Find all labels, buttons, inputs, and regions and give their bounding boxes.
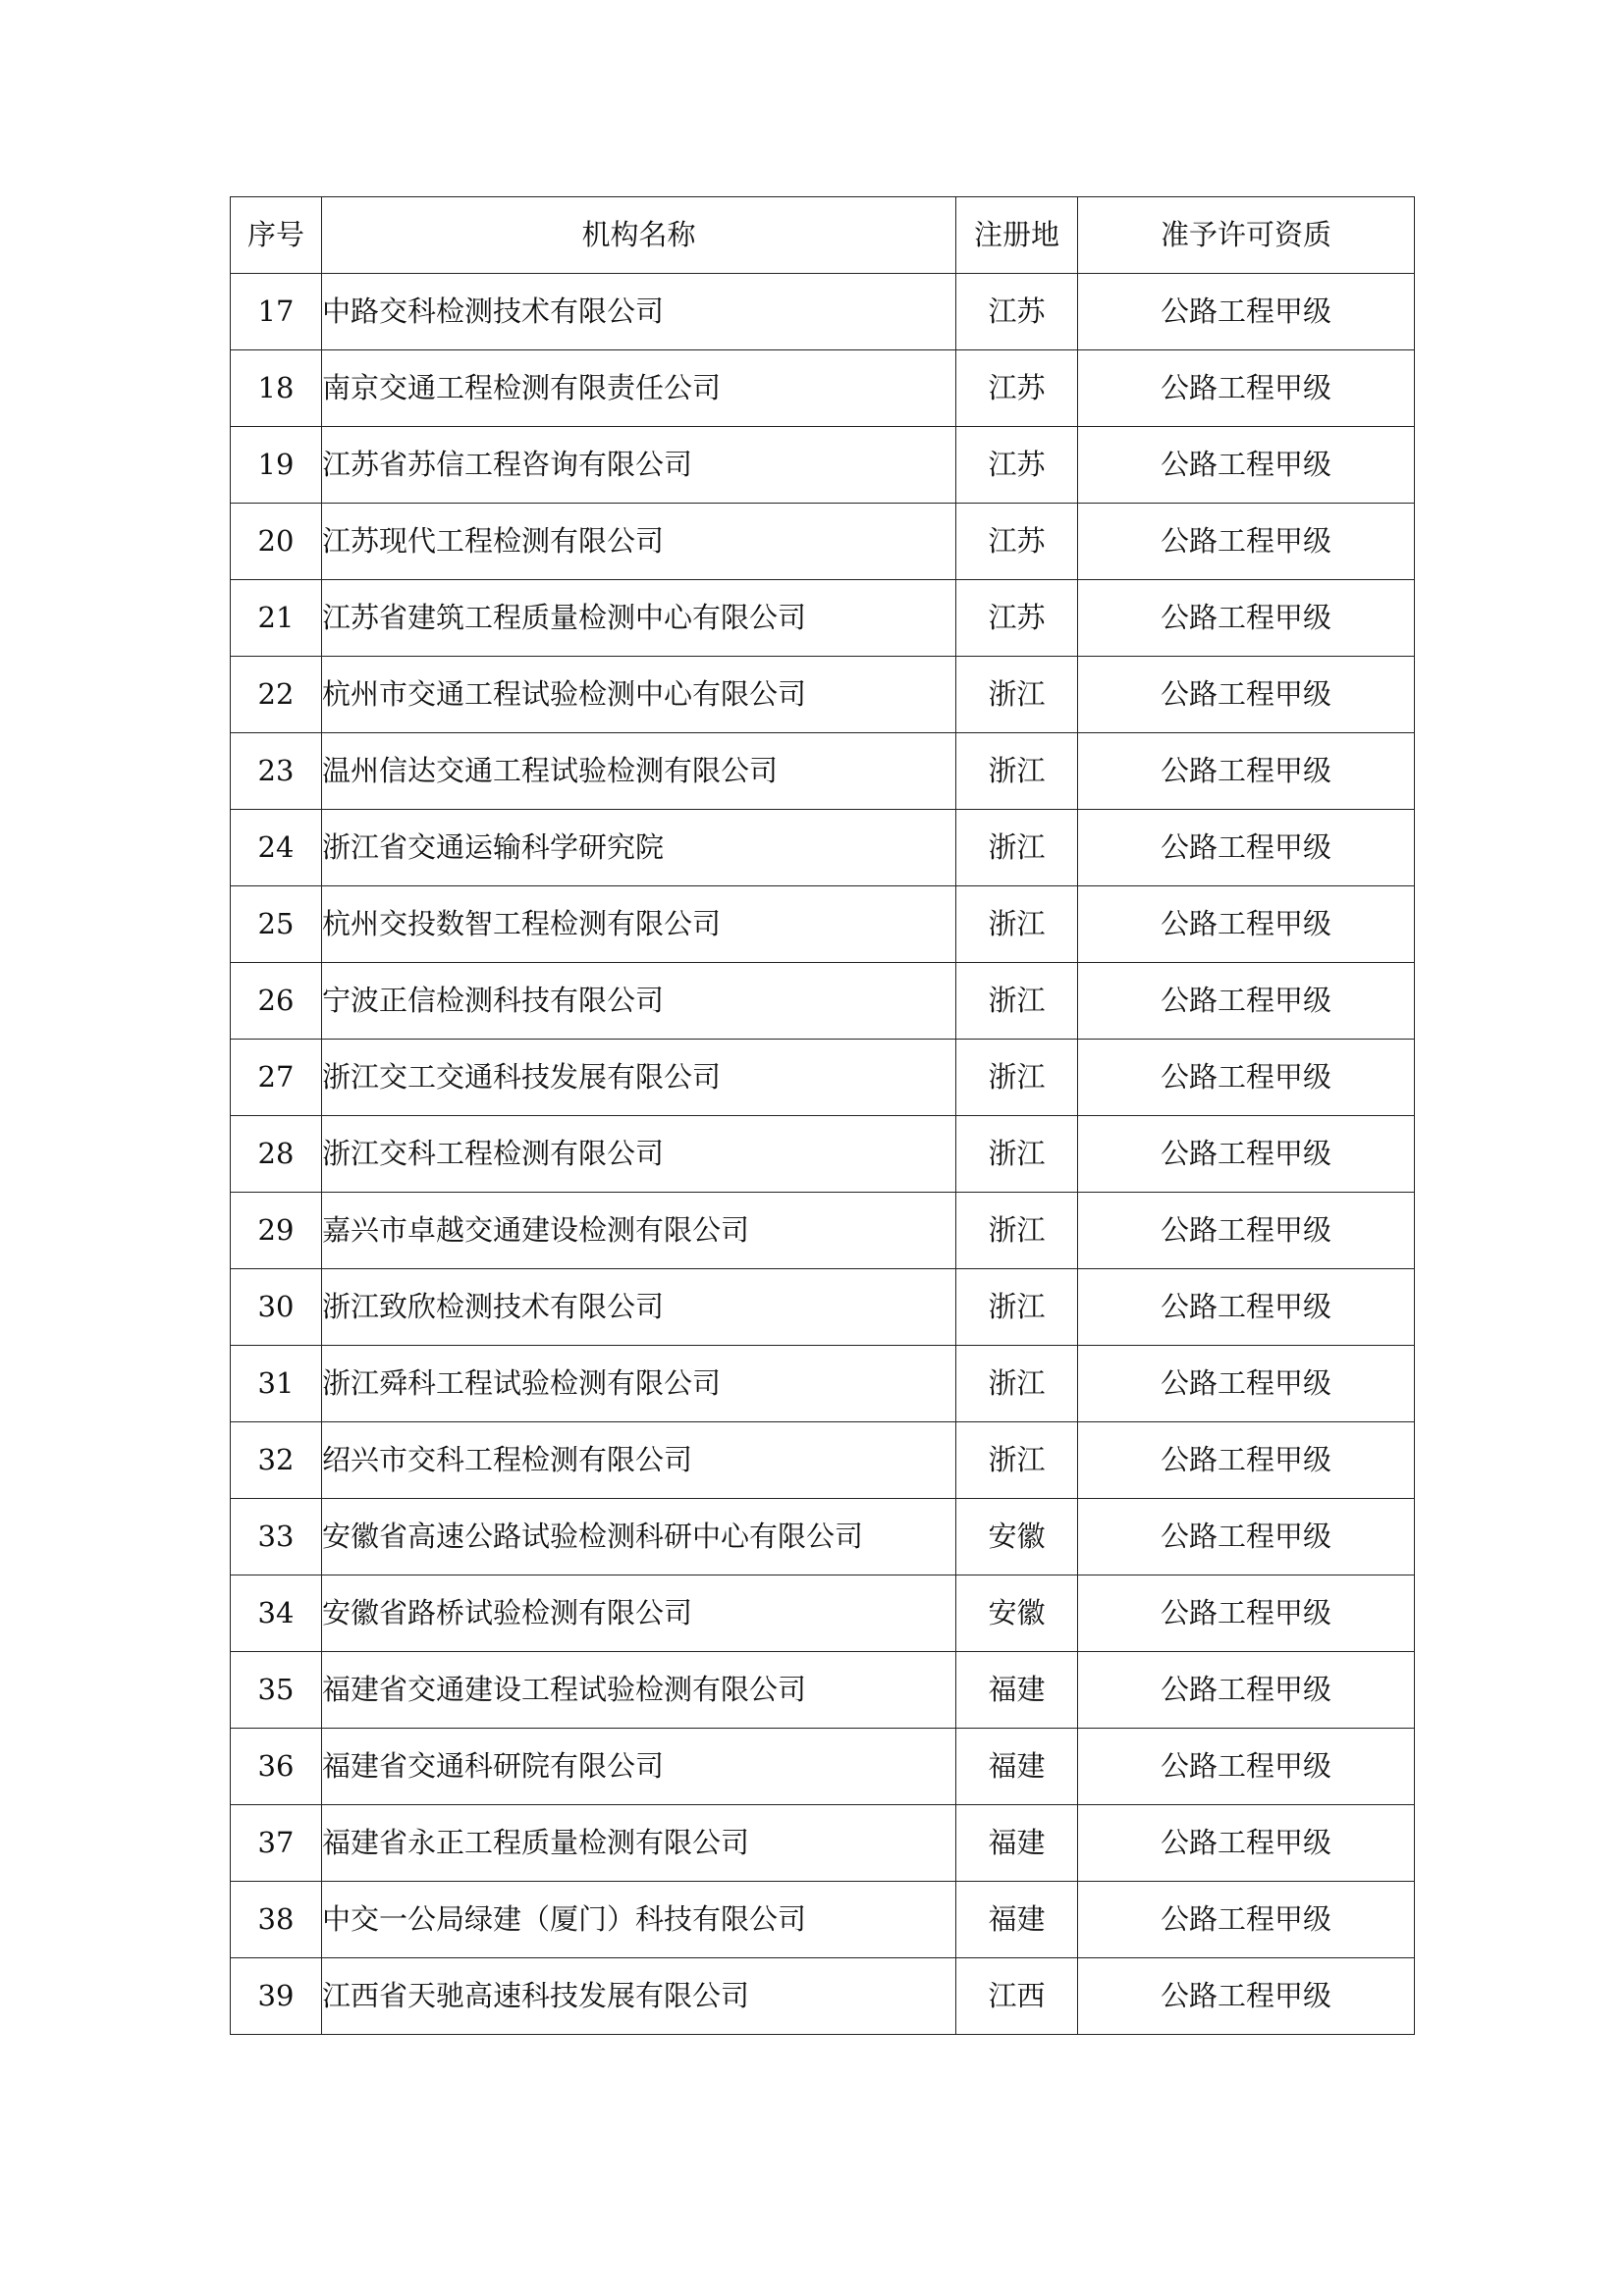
registration-place: 浙江	[956, 657, 1078, 733]
registration-place: 浙江	[956, 1422, 1078, 1499]
row-number: 35	[231, 1652, 322, 1729]
granted-qualification: 公路工程甲级	[1078, 427, 1415, 504]
table-row	[231, 580, 1415, 657]
institution-name: 福建省交通科研院有限公司	[322, 1729, 956, 1805]
table-row	[231, 1040, 1415, 1116]
table-row	[231, 657, 1415, 733]
registration-place: 浙江	[956, 1269, 1078, 1346]
institution-name: 江西省天驰高速科技发展有限公司	[322, 1958, 956, 2035]
granted-qualification: 公路工程甲级	[1078, 350, 1415, 427]
row-number: 18	[231, 350, 322, 427]
institution-name: 浙江舜科工程试验检测有限公司	[322, 1346, 956, 1422]
table-row	[231, 350, 1415, 427]
table-row	[231, 427, 1415, 504]
table-row	[231, 1805, 1415, 1882]
row-number: 26	[231, 963, 322, 1040]
registration-place: 浙江	[956, 1116, 1078, 1193]
registration-place: 浙江	[956, 1193, 1078, 1269]
granted-qualification: 公路工程甲级	[1078, 657, 1415, 733]
granted-qualification: 公路工程甲级	[1078, 1575, 1415, 1652]
granted-qualification: 公路工程甲级	[1078, 1882, 1415, 1958]
registration-place: 浙江	[956, 1346, 1078, 1422]
table-body	[231, 274, 1415, 2035]
granted-qualification: 公路工程甲级	[1078, 1499, 1415, 1575]
registration-place: 江苏	[956, 580, 1078, 657]
institution-name: 安徽省路桥试验检测有限公司	[322, 1575, 956, 1652]
institution-name: 嘉兴市卓越交通建设检测有限公司	[322, 1193, 956, 1269]
registration-place: 江苏	[956, 274, 1078, 350]
header-no: 序号	[231, 197, 322, 274]
table-header-row	[231, 197, 1415, 274]
row-number: 17	[231, 274, 322, 350]
granted-qualification: 公路工程甲级	[1078, 810, 1415, 886]
row-number: 23	[231, 733, 322, 810]
institution-name: 杭州交投数智工程检测有限公司	[322, 886, 956, 963]
table-row	[231, 1116, 1415, 1193]
registration-place: 浙江	[956, 1040, 1078, 1116]
table-row	[231, 1729, 1415, 1805]
granted-qualification: 公路工程甲级	[1078, 1116, 1415, 1193]
institution-name: 杭州市交通工程试验检测中心有限公司	[322, 657, 956, 733]
registration-place: 安徽	[956, 1499, 1078, 1575]
row-number: 36	[231, 1729, 322, 1805]
row-number: 20	[231, 504, 322, 580]
header-name: 机构名称	[322, 197, 956, 274]
row-number: 27	[231, 1040, 322, 1116]
table-row	[231, 733, 1415, 810]
table-row	[231, 1575, 1415, 1652]
row-number: 38	[231, 1882, 322, 1958]
row-number: 29	[231, 1193, 322, 1269]
institution-name: 福建省交通建设工程试验检测有限公司	[322, 1652, 956, 1729]
registration-place: 浙江	[956, 810, 1078, 886]
row-number: 25	[231, 886, 322, 963]
registration-place: 浙江	[956, 963, 1078, 1040]
granted-qualification: 公路工程甲级	[1078, 504, 1415, 580]
registration-place: 福建	[956, 1805, 1078, 1882]
institution-name: 宁波正信检测科技有限公司	[322, 963, 956, 1040]
granted-qualification: 公路工程甲级	[1078, 580, 1415, 657]
table-row	[231, 1269, 1415, 1346]
granted-qualification: 公路工程甲级	[1078, 1346, 1415, 1422]
institution-name: 浙江致欣检测技术有限公司	[322, 1269, 956, 1346]
table-row	[231, 1652, 1415, 1729]
granted-qualification: 公路工程甲级	[1078, 733, 1415, 810]
row-number: 39	[231, 1958, 322, 2035]
row-number: 24	[231, 810, 322, 886]
institution-name: 南京交通工程检测有限责任公司	[322, 350, 956, 427]
registration-place: 江苏	[956, 427, 1078, 504]
granted-qualification: 公路工程甲级	[1078, 1652, 1415, 1729]
table-row	[231, 1422, 1415, 1499]
granted-qualification: 公路工程甲级	[1078, 963, 1415, 1040]
institution-name: 中路交科检测技术有限公司	[322, 274, 956, 350]
granted-qualification: 公路工程甲级	[1078, 1040, 1415, 1116]
granted-qualification: 公路工程甲级	[1078, 1805, 1415, 1882]
granted-qualification: 公路工程甲级	[1078, 1422, 1415, 1499]
table-row	[231, 886, 1415, 963]
institution-name: 绍兴市交科工程检测有限公司	[322, 1422, 956, 1499]
table-row	[231, 504, 1415, 580]
institution-name: 安徽省高速公路试验检测科研中心有限公司	[322, 1499, 956, 1575]
granted-qualification: 公路工程甲级	[1078, 1269, 1415, 1346]
row-number: 28	[231, 1116, 322, 1193]
table-row	[231, 1193, 1415, 1269]
header-qualification: 准予许可资质	[1078, 197, 1415, 274]
granted-qualification: 公路工程甲级	[1078, 1193, 1415, 1269]
registration-place: 江西	[956, 1958, 1078, 2035]
registration-place: 江苏	[956, 504, 1078, 580]
registration-place: 福建	[956, 1652, 1078, 1729]
row-number: 33	[231, 1499, 322, 1575]
row-number: 32	[231, 1422, 322, 1499]
granted-qualification: 公路工程甲级	[1078, 1729, 1415, 1805]
institution-name: 浙江交工交通科技发展有限公司	[322, 1040, 956, 1116]
institution-name: 江苏省苏信工程咨询有限公司	[322, 427, 956, 504]
institution-name: 福建省永正工程质量检测有限公司	[322, 1805, 956, 1882]
registration-place: 江苏	[956, 350, 1078, 427]
registration-place: 福建	[956, 1729, 1078, 1805]
table-row	[231, 274, 1415, 350]
row-number: 31	[231, 1346, 322, 1422]
header-place: 注册地	[956, 197, 1078, 274]
row-number: 22	[231, 657, 322, 733]
table-row	[231, 1958, 1415, 2035]
institution-name: 江苏现代工程检测有限公司	[322, 504, 956, 580]
institution-table	[230, 196, 1415, 2035]
row-number: 34	[231, 1575, 322, 1652]
institution-name: 温州信达交通工程试验检测有限公司	[322, 733, 956, 810]
row-number: 21	[231, 580, 322, 657]
institution-name: 浙江省交通运输科学研究院	[322, 810, 956, 886]
table-row	[231, 1499, 1415, 1575]
institution-name: 浙江交科工程检测有限公司	[322, 1116, 956, 1193]
granted-qualification: 公路工程甲级	[1078, 1958, 1415, 2035]
row-number: 19	[231, 427, 322, 504]
granted-qualification: 公路工程甲级	[1078, 886, 1415, 963]
table-row	[231, 1346, 1415, 1422]
row-number: 37	[231, 1805, 322, 1882]
row-number: 30	[231, 1269, 322, 1346]
table-row	[231, 1882, 1415, 1958]
registration-place: 安徽	[956, 1575, 1078, 1652]
table-row	[231, 810, 1415, 886]
institution-name: 中交一公局绿建（厦门）科技有限公司	[322, 1882, 956, 1958]
registration-place: 浙江	[956, 733, 1078, 810]
registration-place: 福建	[956, 1882, 1078, 1958]
registration-place: 浙江	[956, 886, 1078, 963]
institution-name: 江苏省建筑工程质量检测中心有限公司	[322, 580, 956, 657]
granted-qualification: 公路工程甲级	[1078, 274, 1415, 350]
table-row	[231, 963, 1415, 1040]
